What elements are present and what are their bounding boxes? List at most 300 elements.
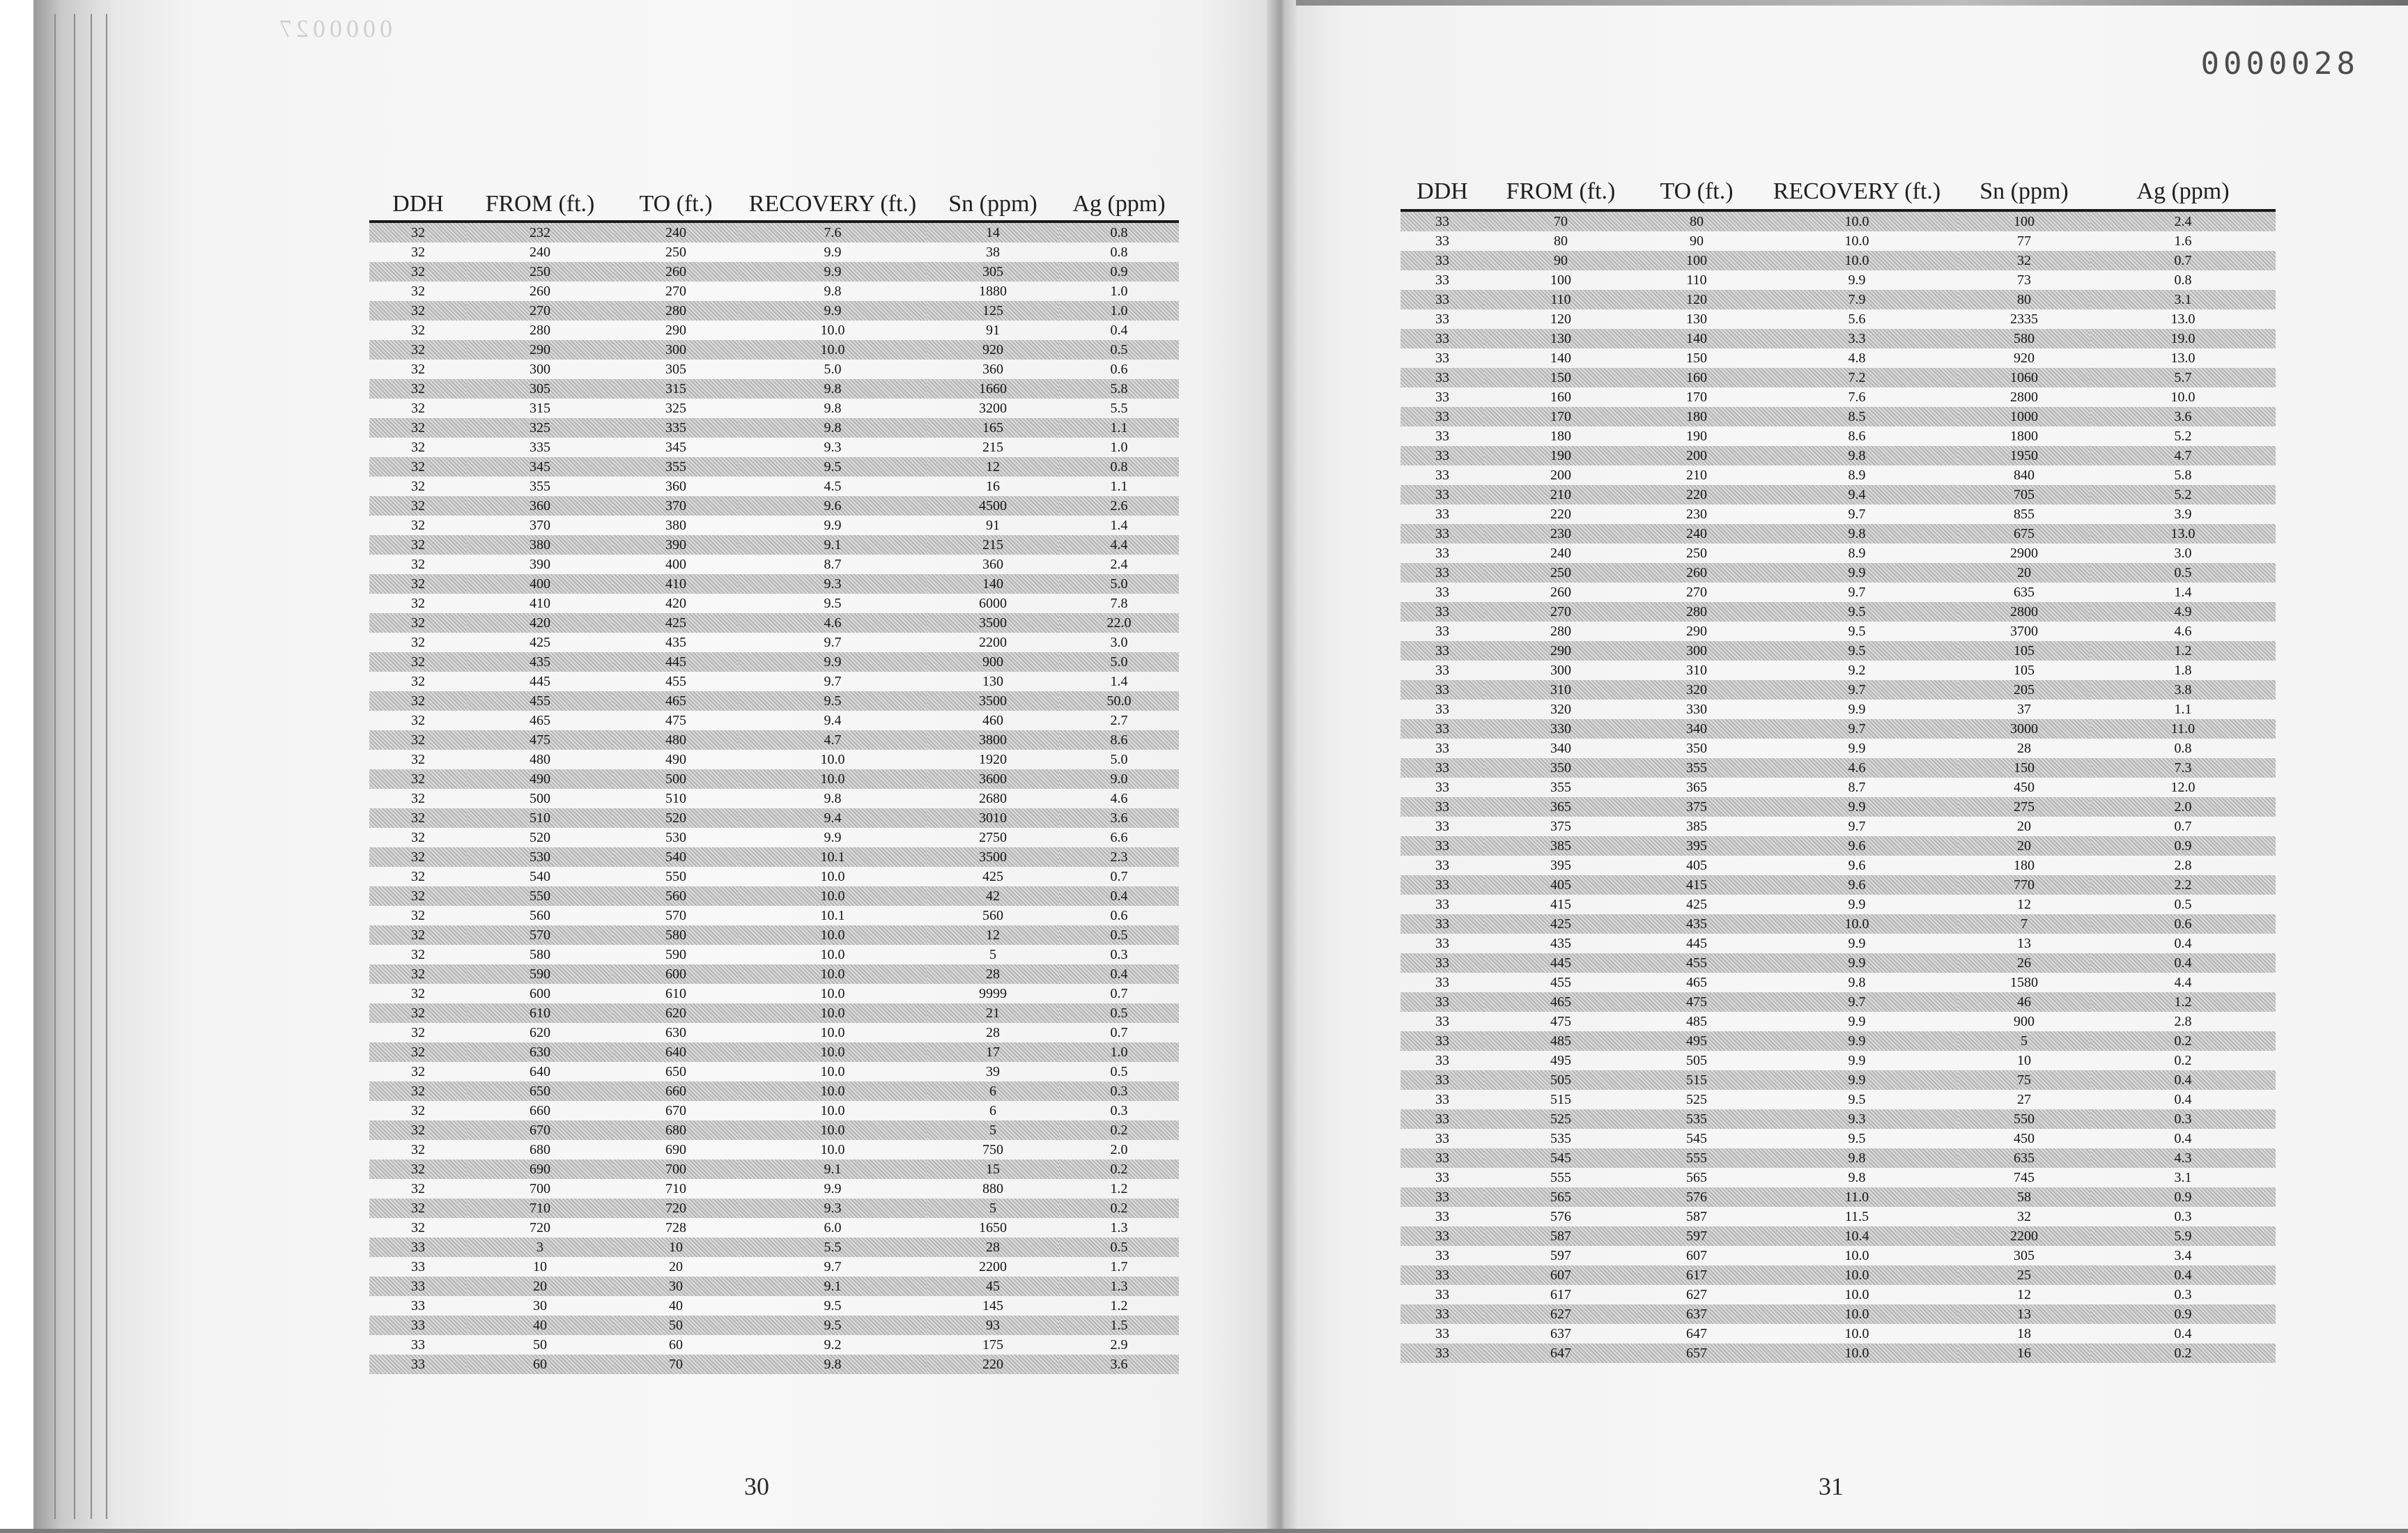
from-cell: 355 — [530, 479, 550, 494]
ag-cell: 0.8 — [1059, 222, 1179, 242]
to-cell: 230 — [1686, 507, 1707, 522]
to-cell: 350 — [1686, 741, 1707, 756]
ddh-cell: 33 — [1400, 1304, 1484, 1324]
ddh-cell: 32 — [411, 908, 425, 923]
table-row — [1400, 210, 2276, 231]
recovery-cell: 11.5 — [1844, 1209, 1869, 1224]
recovery-cell: 5.5 — [739, 1238, 927, 1257]
ddh-cell: 32 — [411, 596, 425, 611]
ag-cell: 4.6 — [1110, 791, 1128, 806]
ag-cell: 0.4 — [2174, 1326, 2192, 1341]
ag-cell: 1.4 — [1110, 674, 1128, 689]
recovery-cell: 9.6 — [1756, 875, 1958, 895]
table-row — [1400, 797, 2276, 817]
table-row — [369, 1199, 1179, 1218]
recovery-cell: 9.1 — [739, 1277, 927, 1296]
table-row — [1400, 1343, 2276, 1363]
sn-cell: 1000 — [1958, 407, 2090, 426]
table-row — [369, 1140, 1179, 1160]
table-row — [1400, 1304, 2276, 1324]
table-row — [369, 1042, 1179, 1062]
recovery-cell: 10.0 — [1756, 914, 1958, 934]
ddh-cell: 33 — [1400, 953, 1484, 973]
to-cell: 220 — [1637, 485, 1756, 504]
from-cell: 630 — [467, 1042, 613, 1062]
recovery-cell: 10.0 — [1844, 233, 1869, 249]
to-cell: 30 — [613, 1277, 739, 1296]
to-cell: 525 — [1686, 1092, 1707, 1107]
sn-cell: 2200 — [979, 635, 1007, 650]
recovery-cell: 9.7 — [1848, 585, 1866, 600]
sn-cell: 77 — [2017, 233, 2031, 249]
sn-cell: 105 — [1958, 641, 2090, 661]
page-edge-line — [106, 14, 107, 1519]
from-cell: 580 — [530, 947, 550, 962]
recovery-cell: 10.0 — [739, 769, 927, 789]
to-cell: 110 — [1686, 272, 1707, 288]
ddh-cell: 33 — [411, 1337, 425, 1353]
sn-cell: 46 — [1958, 992, 2090, 1012]
table-row — [369, 730, 1179, 750]
sn-cell: 5 — [989, 947, 996, 962]
from-cell: 315 — [530, 401, 550, 416]
recovery-cell: 8.5 — [1756, 407, 1958, 426]
table-row — [369, 555, 1179, 574]
recovery-cell: 9.6 — [1848, 858, 1866, 873]
column-header-ddh: DDH — [1400, 164, 1484, 210]
from-cell: 280 — [1550, 624, 1571, 639]
recovery-cell: 10.0 — [739, 925, 927, 945]
table-row — [369, 613, 1179, 633]
to-cell: 485 — [1686, 1014, 1707, 1029]
sn-cell: 91 — [986, 323, 1000, 338]
ddh-cell: 32 — [369, 301, 467, 321]
column-header-sn: Sn (ppm) — [927, 183, 1059, 222]
ddh-cell: 33 — [1400, 1109, 1484, 1129]
ag-cell: 0.2 — [2174, 1053, 2192, 1068]
from-cell: 270 — [1484, 602, 1637, 622]
ddh-cell: 32 — [411, 479, 425, 494]
ag-cell: 3.0 — [2174, 546, 2192, 561]
from-cell: 420 — [467, 613, 613, 633]
from-cell: 385 — [1484, 836, 1637, 856]
table-row — [1400, 934, 2276, 953]
sn-cell: 205 — [1958, 680, 2090, 700]
sn-cell: 550 — [1958, 1109, 2090, 1129]
ag-cell: 0.7 — [1110, 1025, 1128, 1040]
recovery-cell: 5.6 — [1848, 311, 1866, 327]
from-cell: 375 — [1550, 819, 1571, 834]
sn-cell: 130 — [982, 674, 1003, 689]
column-header-recovery: RECOVERY (ft.) — [739, 183, 927, 222]
to-cell: 210 — [1686, 468, 1707, 483]
column-header-from: FROM (ft.) — [1484, 164, 1637, 210]
ddh-cell: 33 — [1435, 429, 1449, 444]
recovery-cell: 10.0 — [820, 1103, 845, 1118]
table-row — [1400, 1285, 2276, 1304]
sn-cell: 12 — [2017, 1287, 2031, 1302]
table-row — [369, 925, 1179, 945]
recovery-cell: 9.9 — [1848, 272, 1866, 288]
to-cell: 670 — [665, 1103, 686, 1118]
recovery-cell: 7.6 — [739, 222, 927, 242]
from-cell: 180 — [1550, 429, 1571, 444]
from-cell: 597 — [1550, 1248, 1571, 1263]
ag-cell: 0.5 — [1059, 925, 1179, 945]
ag-cell: 2.6 — [1059, 496, 1179, 516]
column-header-to: TO (ft.) — [613, 183, 739, 222]
table-row — [1400, 544, 2276, 563]
table-row — [1400, 856, 2276, 875]
scanner-margin — [0, 0, 33, 1533]
to-cell: 40 — [669, 1298, 683, 1314]
ddh-cell: 32 — [411, 674, 425, 689]
sn-cell: 3500 — [927, 613, 1059, 633]
from-cell: 80 — [1554, 233, 1568, 249]
bleed-through-id: 0000027 — [275, 15, 392, 43]
sn-cell: 1660 — [927, 379, 1059, 399]
ddh-cell: 33 — [1435, 780, 1449, 795]
table-row — [1400, 1226, 2276, 1246]
table-row — [369, 769, 1179, 789]
from-cell: 210 — [1484, 485, 1637, 504]
to-cell: 355 — [1637, 758, 1756, 778]
from-cell: 627 — [1484, 1304, 1637, 1324]
ddh-cell: 33 — [1400, 1187, 1484, 1207]
sn-cell: 2680 — [979, 791, 1007, 806]
recovery-cell: 8.6 — [1848, 429, 1866, 444]
table-row — [369, 321, 1179, 340]
top-edge-shadow — [1296, 0, 2408, 6]
to-cell: 120 — [1637, 290, 1756, 309]
recovery-cell: 8.9 — [1848, 546, 1866, 561]
ddh-cell: 32 — [411, 518, 425, 533]
sn-cell: 880 — [982, 1181, 1003, 1196]
ddh-cell: 33 — [1435, 272, 1449, 288]
sn-cell: 45 — [927, 1277, 1059, 1296]
ag-cell: 0.8 — [2174, 741, 2192, 756]
ddh-cell: 33 — [1435, 390, 1449, 405]
left-table-body — [369, 222, 1179, 1374]
ddh-cell: 33 — [1435, 819, 1449, 834]
ag-cell: 7.3 — [2090, 758, 2276, 778]
to-cell: 490 — [665, 752, 686, 767]
to-cell: 240 — [613, 222, 739, 242]
document-id: 0000028 — [2200, 46, 2359, 82]
recovery-cell: 9.9 — [739, 652, 927, 672]
ag-cell: 12.0 — [2170, 780, 2195, 795]
ddh-cell: 33 — [1400, 485, 1484, 504]
ag-cell: 5.9 — [2090, 1226, 2276, 1246]
table-row — [369, 340, 1179, 360]
sn-cell: 75 — [1958, 1070, 2090, 1090]
ddh-cell: 33 — [1400, 329, 1484, 348]
table-row — [369, 964, 1179, 984]
page-edge-line — [54, 14, 56, 1519]
sn-cell: 5 — [927, 1120, 1059, 1140]
sn-cell: 13 — [1958, 1304, 2090, 1324]
sn-cell: 5 — [1958, 1031, 2090, 1051]
recovery-cell: 8.7 — [824, 557, 842, 572]
from-cell: 160 — [1550, 390, 1571, 405]
sn-cell: 6 — [989, 1103, 996, 1118]
ag-cell: 1.2 — [1110, 1181, 1128, 1196]
table-row — [1400, 1148, 2276, 1168]
from-cell: 445 — [1484, 953, 1637, 973]
to-cell: 375 — [1637, 797, 1756, 817]
to-cell: 280 — [1637, 602, 1756, 622]
from-cell: 560 — [530, 908, 550, 923]
to-cell: 580 — [613, 925, 739, 945]
ag-cell: 9.0 — [1059, 769, 1179, 789]
recovery-cell: 9.9 — [1848, 897, 1866, 912]
recovery-cell: 10.0 — [1756, 251, 1958, 270]
ddh-cell: 33 — [1400, 836, 1484, 856]
table-row — [369, 984, 1179, 1003]
ag-cell: 3.6 — [1059, 1355, 1179, 1374]
table-row — [1400, 739, 2276, 758]
to-cell: 335 — [613, 418, 739, 438]
ddh-cell: 32 — [411, 1220, 425, 1235]
ddh-cell: 32 — [369, 1081, 467, 1101]
to-cell: 650 — [665, 1064, 686, 1079]
from-cell: 647 — [1484, 1343, 1637, 1363]
from-cell: 425 — [530, 635, 550, 650]
to-cell: 300 — [613, 340, 739, 360]
to-cell: 515 — [1637, 1070, 1756, 1090]
ddh-cell: 32 — [369, 964, 467, 984]
column-header-from: FROM (ft.) — [467, 183, 613, 222]
ag-cell: 6.6 — [1110, 830, 1128, 845]
table-row — [369, 418, 1179, 438]
ddh-cell: 33 — [1435, 311, 1449, 327]
to-cell: 455 — [1637, 953, 1756, 973]
ag-cell: 0.4 — [1110, 323, 1128, 338]
sn-cell: 2800 — [2010, 390, 2038, 405]
sn-cell: 21 — [927, 1003, 1059, 1023]
recovery-cell: 10.0 — [739, 886, 927, 906]
from-cell: 350 — [1484, 758, 1637, 778]
sn-cell: 14 — [927, 222, 1059, 242]
sn-cell: 705 — [1958, 485, 2090, 504]
table-row — [1400, 680, 2276, 700]
ddh-cell: 33 — [1435, 1287, 1449, 1302]
to-cell: 590 — [665, 947, 686, 962]
from-cell: 10 — [533, 1259, 547, 1274]
from-cell: 280 — [530, 323, 550, 338]
table-row — [1400, 407, 2276, 426]
sn-cell: 2900 — [2010, 546, 2038, 561]
recovery-cell: 3.3 — [1756, 329, 1958, 348]
ag-cell: 2.4 — [1110, 557, 1128, 572]
to-cell: 100 — [1637, 251, 1756, 270]
recovery-cell: 10.0 — [739, 1003, 927, 1023]
sn-cell: 32 — [1958, 251, 2090, 270]
recovery-cell: 10.0 — [1756, 1304, 1958, 1324]
ddh-cell: 33 — [1435, 507, 1449, 522]
ddh-cell: 33 — [1435, 585, 1449, 600]
table-row — [1400, 817, 2276, 836]
ag-cell: 2.8 — [2174, 1014, 2192, 1029]
recovery-cell: 10.0 — [739, 1081, 927, 1101]
ag-cell: 0.8 — [1110, 245, 1128, 260]
sn-cell: 10 — [2017, 1053, 2031, 1068]
left-data-table — [369, 183, 1179, 1374]
ddh-cell: 32 — [411, 1142, 425, 1157]
table-row — [1400, 251, 2276, 270]
ag-cell: 1.8 — [2174, 663, 2192, 678]
ddh-cell: 32 — [411, 245, 425, 260]
from-cell: 230 — [1484, 524, 1637, 544]
from-cell: 620 — [530, 1025, 550, 1040]
from-cell: 680 — [530, 1142, 550, 1157]
ddh-cell: 32 — [411, 830, 425, 845]
ag-cell: 0.4 — [1059, 886, 1179, 906]
to-cell: 520 — [613, 808, 739, 828]
to-cell: 370 — [613, 496, 739, 516]
ag-cell: 13.0 — [2170, 311, 2195, 327]
sn-cell: 25 — [1958, 1265, 2090, 1285]
table-row — [369, 379, 1179, 399]
recovery-cell: 10.0 — [739, 340, 927, 360]
from-cell: 480 — [530, 752, 550, 767]
ddh-cell: 33 — [1435, 936, 1449, 951]
to-cell: 495 — [1637, 1031, 1756, 1051]
recovery-cell: 9.5 — [1756, 602, 1958, 622]
table-row — [1400, 485, 2276, 504]
ddh-cell: 32 — [411, 1103, 425, 1118]
sn-cell: 770 — [1958, 875, 2090, 895]
from-cell: 390 — [530, 557, 550, 572]
to-cell: 130 — [1686, 311, 1707, 327]
table-row — [1400, 992, 2276, 1012]
ag-cell: 0.3 — [2174, 1209, 2192, 1224]
ag-cell: 0.2 — [2090, 1031, 2276, 1051]
sn-cell: 39 — [986, 1064, 1000, 1079]
ddh-cell: 33 — [1435, 663, 1449, 678]
ddh-cell: 33 — [1400, 407, 1484, 426]
to-cell: 310 — [1686, 663, 1707, 678]
from-cell: 355 — [1550, 780, 1571, 795]
recovery-cell: 9.2 — [1848, 663, 1866, 678]
sn-cell: 900 — [927, 652, 1059, 672]
recovery-cell: 4.6 — [739, 613, 927, 633]
sn-cell: 215 — [927, 535, 1059, 555]
recovery-cell: 9.1 — [739, 535, 927, 555]
ddh-cell: 32 — [369, 769, 467, 789]
recovery-cell: 9.5 — [739, 691, 927, 711]
ag-cell: 0.2 — [1059, 1120, 1179, 1140]
ag-cell: 3.1 — [2174, 1170, 2192, 1185]
from-cell: 365 — [1484, 797, 1637, 817]
to-cell: 560 — [613, 886, 739, 906]
from-cell: 232 — [467, 222, 613, 242]
ag-cell: 1.7 — [1110, 1259, 1128, 1274]
recovery-cell: 9.8 — [1848, 975, 1866, 990]
ddh-cell: 33 — [1435, 1170, 1449, 1185]
to-cell: 530 — [665, 830, 686, 845]
sn-cell: 7 — [1958, 914, 2090, 934]
ddh-cell: 33 — [1435, 350, 1449, 366]
sn-cell: 20 — [2017, 819, 2031, 834]
ag-cell: 3.4 — [2174, 1248, 2192, 1263]
ag-cell: 1.0 — [1110, 284, 1128, 299]
recovery-cell: 9.5 — [824, 596, 842, 611]
sn-cell: 125 — [927, 301, 1059, 321]
from-cell: 445 — [530, 674, 550, 689]
ddh-cell: 32 — [411, 713, 425, 728]
ddh-cell: 32 — [411, 1181, 425, 1196]
table-row — [1400, 778, 2276, 797]
sn-cell: 180 — [2014, 858, 2035, 873]
sn-cell: 215 — [982, 440, 1003, 455]
ag-cell: 2.0 — [1110, 1142, 1128, 1157]
from-cell: 360 — [467, 496, 613, 516]
table-row — [369, 1277, 1179, 1296]
ddh-cell: 32 — [411, 284, 425, 299]
recovery-cell: 10.0 — [820, 752, 845, 767]
table-row — [1400, 290, 2276, 309]
sn-cell: 91 — [986, 518, 1000, 533]
table-row — [369, 886, 1179, 906]
sn-cell: 635 — [1958, 1148, 2090, 1168]
recovery-cell: 10.4 — [1756, 1226, 1958, 1246]
sn-cell: 1060 — [1958, 368, 2090, 387]
ddh-cell: 32 — [369, 535, 467, 555]
table-row — [1400, 1031, 2276, 1051]
ddh-cell: 32 — [411, 1064, 425, 1079]
table-row — [369, 945, 1179, 964]
recovery-cell: 9.8 — [1756, 446, 1958, 465]
ag-cell: 3.0 — [1110, 635, 1128, 650]
ddh-cell: 32 — [411, 947, 425, 962]
column-header-ddh: DDH — [369, 183, 467, 222]
recovery-cell: 9.9 — [1848, 741, 1866, 756]
ddh-cell: 33 — [1400, 719, 1484, 739]
sn-cell: 105 — [2014, 663, 2035, 678]
table-row — [1400, 1246, 2276, 1265]
to-cell: 435 — [1637, 914, 1756, 934]
ag-cell: 7.8 — [1110, 596, 1128, 611]
recovery-cell: 9.9 — [824, 518, 842, 533]
ddh-cell: 32 — [369, 574, 467, 594]
ddh-cell: 32 — [369, 652, 467, 672]
to-cell: 627 — [1686, 1287, 1707, 1302]
sn-cell: 80 — [1958, 290, 2090, 309]
ddh-cell: 32 — [411, 440, 425, 455]
sn-cell: 450 — [2014, 780, 2035, 795]
to-cell: 680 — [613, 1120, 739, 1140]
sn-cell: 305 — [927, 262, 1059, 282]
page-number-right: 31 — [1819, 1472, 1844, 1500]
to-cell: 435 — [665, 635, 686, 650]
ag-cell: 4.6 — [2174, 624, 2192, 639]
recovery-cell: 9.4 — [1756, 485, 1958, 504]
to-cell: 50 — [613, 1316, 739, 1335]
recovery-cell: 4.5 — [824, 479, 842, 494]
recovery-cell: 9.3 — [1756, 1109, 1958, 1129]
from-cell: 240 — [1550, 546, 1571, 561]
ag-cell: 3.6 — [2090, 407, 2276, 426]
table-row — [1400, 270, 2276, 290]
ddh-cell: 32 — [369, 496, 467, 516]
ddh-cell: 32 — [369, 222, 467, 242]
from-cell: 670 — [467, 1120, 613, 1140]
to-cell: 720 — [613, 1199, 739, 1218]
ag-cell: 0.3 — [1110, 947, 1128, 962]
ddh-cell: 33 — [1400, 641, 1484, 661]
ddh-cell: 32 — [369, 847, 467, 867]
